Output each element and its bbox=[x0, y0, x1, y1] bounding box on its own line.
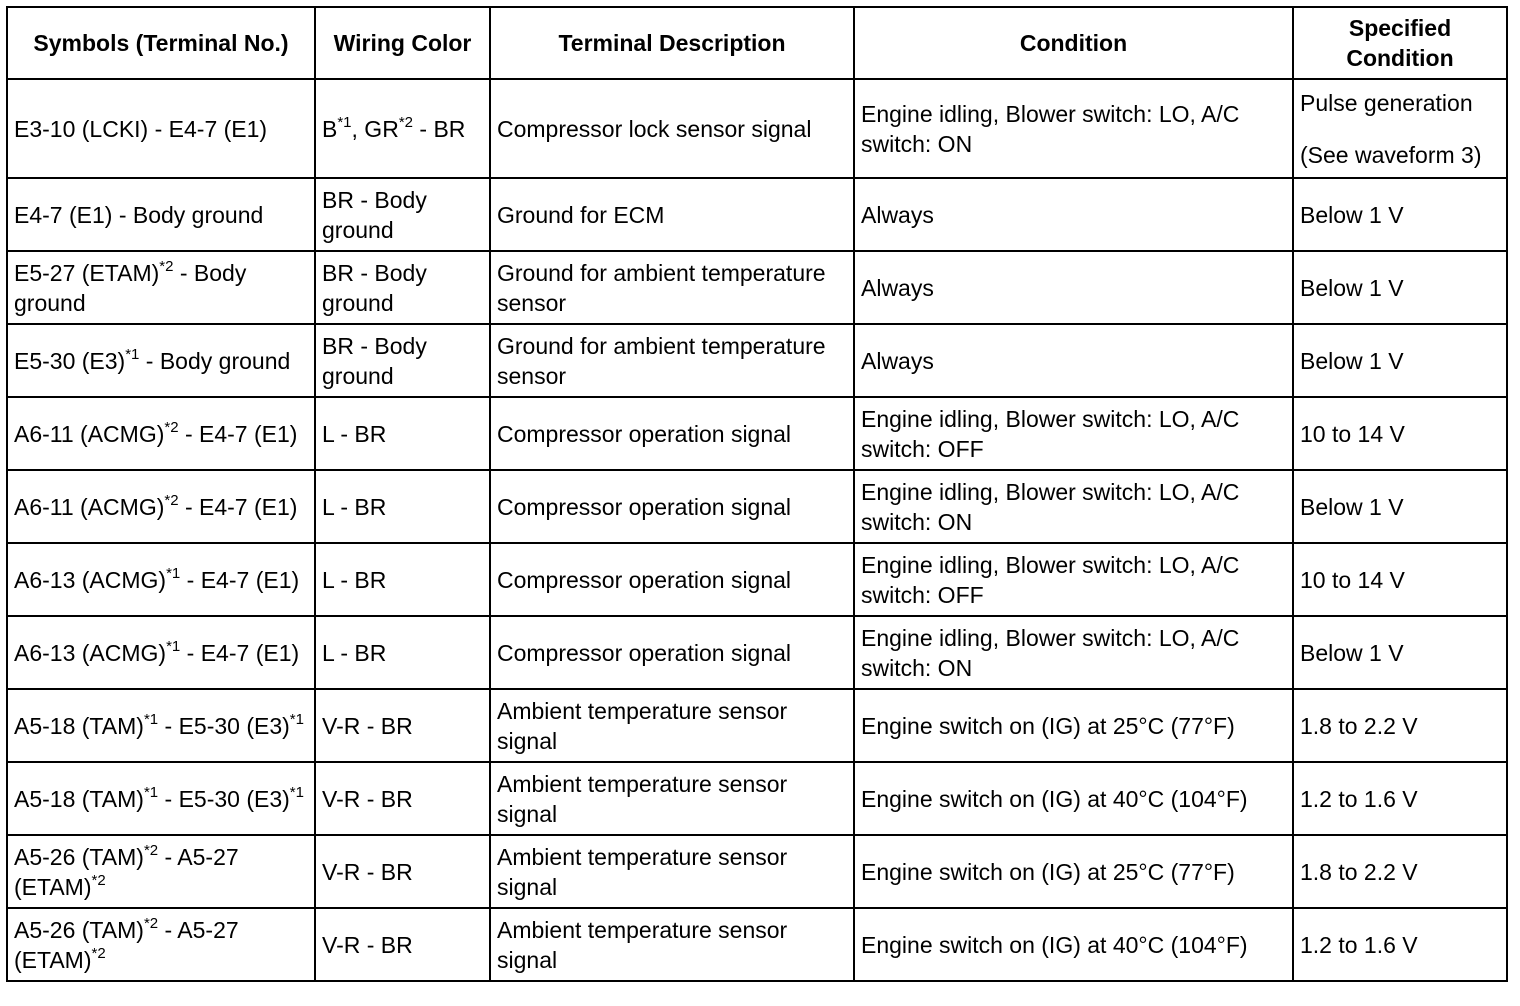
specified-condition-line1: Below 1 V bbox=[1300, 347, 1404, 374]
cell-condition: Engine switch on (IG) at 40°C (104°F) bbox=[854, 908, 1293, 981]
cell-condition: Always bbox=[854, 324, 1293, 397]
wiring-text: BR - Body ground bbox=[322, 186, 427, 243]
symbols-footnote-mark: *1 bbox=[125, 345, 140, 363]
wiring-text: V-R - BR bbox=[322, 712, 413, 739]
cell-specified-condition bbox=[1293, 251, 1507, 324]
cell-terminal-description: Compressor operation signal bbox=[490, 397, 854, 470]
header-row bbox=[7, 7, 1507, 79]
wiring-text: - BR bbox=[413, 115, 466, 142]
symbols-footnote-mark: *1 bbox=[289, 710, 304, 728]
cell-condition: Engine idling, Blower switch: LO, A/C switch: OFF bbox=[854, 543, 1293, 616]
symbols-footnote-mark: *2 bbox=[91, 944, 106, 962]
table-row bbox=[7, 762, 1507, 835]
header-condition: Condition bbox=[854, 7, 1293, 79]
table-row bbox=[7, 324, 1507, 397]
cell-condition: Engine switch on (IG) at 25°C (77°F) bbox=[854, 689, 1293, 762]
cell-terminal-description: Compressor lock sensor signal bbox=[490, 79, 854, 178]
symbols-text: A5-26 (TAM) bbox=[14, 843, 144, 870]
wiring-text: B bbox=[322, 115, 338, 142]
cell-terminal-description: Ambient temperature sensor signal bbox=[490, 835, 854, 908]
specified-condition-line2: (See waveform 3) bbox=[1300, 141, 1482, 168]
specified-condition-line1: 1.8 to 2.2 V bbox=[1300, 858, 1418, 885]
cell-specified-condition bbox=[1293, 470, 1507, 543]
symbols-text: A6-13 (ACMG) bbox=[14, 566, 167, 593]
cell-wiring-color bbox=[315, 178, 490, 251]
wiring-text: BR - Body ground bbox=[322, 332, 427, 389]
terminal-spec-table bbox=[6, 6, 1508, 982]
cell-condition: Always bbox=[854, 251, 1293, 324]
cell-terminal-description: Ground for ECM bbox=[490, 178, 854, 251]
wiring-text: BR - Body ground bbox=[322, 259, 427, 316]
symbols-text: E5-30 (E3) bbox=[14, 347, 126, 374]
cell-wiring-color bbox=[315, 251, 490, 324]
document-page bbox=[6, 6, 1508, 982]
specified-condition-line1: Below 1 V bbox=[1300, 639, 1404, 666]
cell-symbols bbox=[7, 79, 315, 178]
header-terminal-description: Terminal Description bbox=[490, 7, 854, 79]
symbols-text: E3-10 (LCKI) - E4-7 (E1) bbox=[14, 115, 268, 142]
cell-condition: Engine switch on (IG) at 40°C (104°F) bbox=[854, 762, 1293, 835]
cell-wiring-color bbox=[315, 79, 490, 178]
cell-wiring-color bbox=[315, 543, 490, 616]
wiring-footnote-mark: *1 bbox=[337, 113, 352, 131]
wiring-text: L - BR bbox=[322, 566, 387, 593]
symbols-text: A5-18 (TAM) bbox=[14, 712, 144, 739]
cell-symbols bbox=[7, 908, 315, 981]
table-row bbox=[7, 178, 1507, 251]
symbols-text: - Body ground bbox=[14, 259, 247, 316]
symbols-footnote-mark: *2 bbox=[91, 871, 106, 889]
cell-wiring-color bbox=[315, 324, 490, 397]
cell-symbols bbox=[7, 397, 315, 470]
cell-symbols bbox=[7, 616, 315, 689]
symbols-footnote-mark: *1 bbox=[166, 564, 181, 582]
cell-wiring-color bbox=[315, 835, 490, 908]
cell-wiring-color bbox=[315, 470, 490, 543]
cell-specified-condition bbox=[1293, 543, 1507, 616]
specified-condition-line1: Pulse generation bbox=[1300, 89, 1473, 116]
symbols-text: A6-11 (ACMG) bbox=[14, 420, 165, 447]
table-header bbox=[7, 7, 1507, 79]
symbols-footnote-mark: *2 bbox=[159, 257, 174, 275]
cell-symbols bbox=[7, 178, 315, 251]
symbols-text: A6-11 (ACMG) bbox=[14, 493, 165, 520]
symbols-footnote-mark: *1 bbox=[143, 710, 159, 728]
specified-condition-line1: 10 to 14 V bbox=[1300, 420, 1405, 447]
specified-condition-line1: 10 to 14 V bbox=[1300, 566, 1405, 593]
symbols-text: - A5-27 (ETAM) bbox=[14, 916, 239, 973]
symbols-text: - E4-7 (E1) bbox=[178, 493, 298, 520]
cell-terminal-description: Ambient temperature sensor signal bbox=[490, 762, 854, 835]
specified-condition-line1: Below 1 V bbox=[1300, 274, 1404, 301]
cell-terminal-description: Ambient temperature sensor signal bbox=[490, 908, 854, 981]
symbols-text: - Body ground bbox=[139, 347, 291, 374]
symbols-footnote-mark: *1 bbox=[143, 783, 159, 801]
symbols-text: - E5-30 (E3) bbox=[158, 712, 290, 739]
cell-terminal-description: Compressor operation signal bbox=[490, 470, 854, 543]
cell-symbols bbox=[7, 324, 315, 397]
table-row bbox=[7, 251, 1507, 324]
symbols-footnote-mark: *2 bbox=[143, 841, 159, 859]
cell-symbols bbox=[7, 689, 315, 762]
symbols-text: A6-13 (ACMG) bbox=[14, 639, 167, 666]
cell-symbols bbox=[7, 835, 315, 908]
symbols-text: E4-7 (E1) - Body ground bbox=[14, 201, 264, 228]
cell-specified-condition bbox=[1293, 616, 1507, 689]
specified-condition-line1: Below 1 V bbox=[1300, 201, 1404, 228]
table-row bbox=[7, 835, 1507, 908]
cell-specified-condition bbox=[1293, 689, 1507, 762]
header-wiring-color: Wiring Color bbox=[315, 7, 490, 79]
cell-condition: Engine idling, Blower switch: LO, A/C switch: ON bbox=[854, 79, 1293, 178]
header-specified-line2: Condition bbox=[1346, 45, 1454, 71]
specified-condition-line1: 1.2 to 1.6 V bbox=[1300, 931, 1418, 958]
symbols-text: - E4-7 (E1) bbox=[180, 639, 300, 666]
cell-specified-condition bbox=[1293, 324, 1507, 397]
cell-terminal-description: Compressor operation signal bbox=[490, 616, 854, 689]
table-row bbox=[7, 543, 1507, 616]
cell-condition: Always bbox=[854, 178, 1293, 251]
cell-terminal-description: Ambient temperature sensor signal bbox=[490, 689, 854, 762]
cell-symbols bbox=[7, 762, 315, 835]
wiring-text: L - BR bbox=[322, 493, 387, 520]
wiring-text: V-R - BR bbox=[322, 858, 413, 885]
cell-condition: Engine switch on (IG) at 25°C (77°F) bbox=[854, 835, 1293, 908]
cell-specified-condition bbox=[1293, 79, 1507, 178]
table-row bbox=[7, 908, 1507, 981]
symbols-footnote-mark: *2 bbox=[143, 914, 159, 932]
wiring-text: L - BR bbox=[322, 639, 387, 666]
wiring-text: L - BR bbox=[322, 420, 387, 447]
symbols-text: A5-26 (TAM) bbox=[14, 916, 144, 943]
wiring-text: V-R - BR bbox=[322, 931, 413, 958]
table-row bbox=[7, 79, 1507, 178]
cell-terminal-description: Ground for ambient temperature sensor bbox=[490, 251, 854, 324]
specified-condition-line1: 1.2 to 1.6 V bbox=[1300, 785, 1418, 812]
cell-terminal-description: Compressor operation signal bbox=[490, 543, 854, 616]
symbols-text: E5-27 (ETAM) bbox=[14, 259, 160, 286]
symbols-text: - E4-7 (E1) bbox=[180, 566, 300, 593]
wiring-footnote-mark: *2 bbox=[398, 113, 413, 131]
cell-terminal-description: Ground for ambient temperature sensor bbox=[490, 324, 854, 397]
cell-wiring-color bbox=[315, 616, 490, 689]
symbols-footnote-mark: *1 bbox=[289, 783, 304, 801]
cell-symbols bbox=[7, 251, 315, 324]
header-symbols: Symbols (Terminal No.) bbox=[7, 7, 315, 79]
symbols-footnote-mark: *2 bbox=[164, 418, 179, 436]
cell-specified-condition bbox=[1293, 178, 1507, 251]
wiring-text: V-R - BR bbox=[322, 785, 413, 812]
cell-wiring-color bbox=[315, 689, 490, 762]
header-specified-condition bbox=[1293, 7, 1507, 79]
cell-wiring-color bbox=[315, 762, 490, 835]
specified-condition-line1: Below 1 V bbox=[1300, 493, 1404, 520]
cell-specified-condition bbox=[1293, 835, 1507, 908]
cell-symbols bbox=[7, 470, 315, 543]
table-row bbox=[7, 616, 1507, 689]
cell-specified-condition bbox=[1293, 908, 1507, 981]
cell-condition: Engine idling, Blower switch: LO, A/C switch: ON bbox=[854, 470, 1293, 543]
symbols-text: - A5-27 (ETAM) bbox=[14, 843, 239, 900]
cell-specified-condition bbox=[1293, 762, 1507, 835]
symbols-footnote-mark: *1 bbox=[166, 637, 181, 655]
cell-symbols bbox=[7, 543, 315, 616]
table-row bbox=[7, 397, 1507, 470]
specified-condition-line1: 1.8 to 2.2 V bbox=[1300, 712, 1418, 739]
cell-wiring-color bbox=[315, 397, 490, 470]
wiring-text: , GR bbox=[351, 115, 399, 142]
symbols-footnote-mark: *2 bbox=[164, 491, 179, 509]
symbols-text: - E5-30 (E3) bbox=[158, 785, 290, 812]
cell-condition: Engine idling, Blower switch: LO, A/C switch: ON bbox=[854, 616, 1293, 689]
table-row bbox=[7, 689, 1507, 762]
cell-specified-condition bbox=[1293, 397, 1507, 470]
table-body bbox=[7, 79, 1507, 981]
symbols-text: A5-18 (TAM) bbox=[14, 785, 144, 812]
header-specified-line1: Specified bbox=[1348, 15, 1452, 41]
cell-wiring-color bbox=[315, 908, 490, 981]
symbols-text: - E4-7 (E1) bbox=[178, 420, 298, 447]
cell-condition: Engine idling, Blower switch: LO, A/C switch: OFF bbox=[854, 397, 1293, 470]
table-row bbox=[7, 470, 1507, 543]
